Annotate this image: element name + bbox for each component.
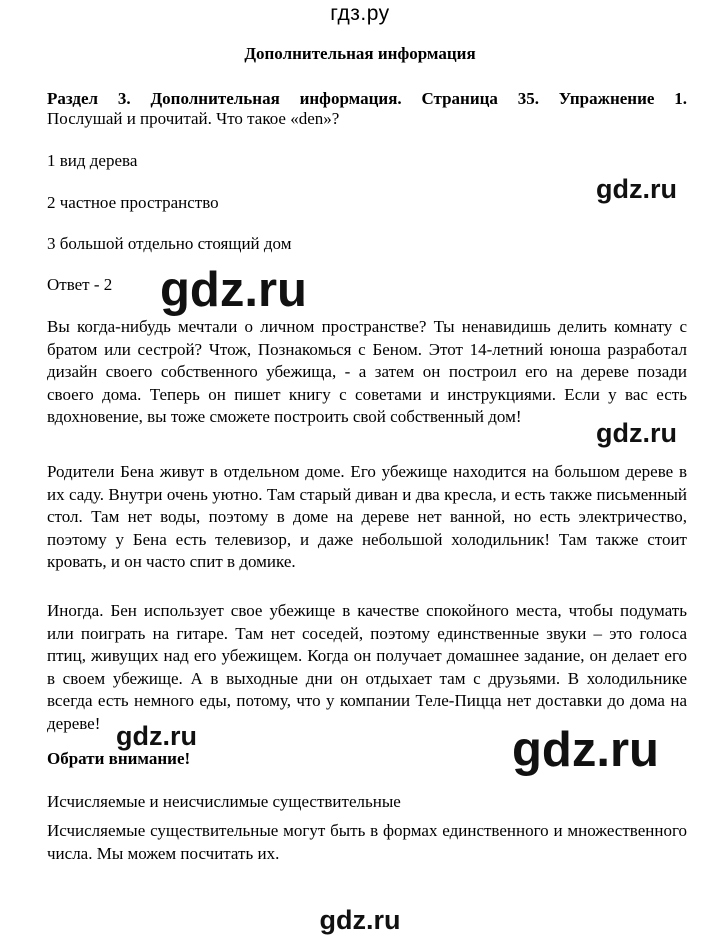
heading-word: 1.: [674, 89, 687, 108]
section-title: Дополнительная информация: [244, 44, 476, 63]
paragraph-2: Родители Бена живут в отдельном доме. Его убежище находится на большом дереве в их саду. Внутри очень уютно. Там старый диван и два кресла, и есть также письменный стол. Там нет воды, поэтому в доме на дереве нет ванной, но есть электричество, поэтому у Бена есть телевизор, и даже небольшой холодильник! Там также стоит кровать, и он часто спит в домике.: [47, 462, 687, 571]
heading-word: информация.: [299, 89, 402, 108]
heading-word: 35.: [517, 89, 539, 108]
heading-word: 3.: [117, 89, 131, 108]
heading-word: Раздел: [47, 89, 99, 108]
option-1: 1 вид дерева: [47, 151, 138, 170]
watermark: gdz.ru: [160, 263, 307, 317]
note-text: Исчисляемые существительные могут быть в формах единственного и множественного числа. Мы можем посчитать их.: [47, 821, 687, 863]
exercise-heading: [47, 88, 687, 110]
watermark: gdz.ru: [116, 721, 197, 751]
paragraph-1: Вы когда-нибудь мечтали о личном пространстве? Ты ненавидишь делить комнату с братом или сестрой? Чтож, Познакомься с Беном. Этот 14-летний юноша разработал дизайн своего собственного убежища, - а затем он построил его на дереве позади своего дома. Теперь он пишет книгу с советами и инструкциями. Если у вас есть вдохновение, вы тоже сможете построить свой собственный дом!: [47, 317, 687, 426]
heading-word: Дополнительная: [150, 89, 280, 108]
site-header: гдз.ру: [330, 2, 390, 25]
note-heading: Обрати внимание!: [47, 749, 191, 768]
heading-word: Страница: [421, 89, 498, 108]
watermark: gdz.ru: [319, 905, 401, 935]
option-3: 3 большой отдельно стоящий дом: [47, 234, 292, 253]
answer: Ответ - 2: [47, 275, 113, 294]
heading-word: Упражнение: [558, 89, 655, 108]
note-subheading: Исчисляемые и неисчислимые существительные: [47, 792, 401, 811]
paragraph-3: Иногда. Бен использует свое убежище в качестве спокойного места, чтобы подумать или поиграть на гитаре. Там нет соседей, поэтому единственные звуки – это голоса птиц, живущих над его убежищем. Когда он получает домашнее задание, он делает его в своем убежище. А в выходные дни он отдыхает там с друзьями. В холодильнике всегда есть немного еды, потому, что у компании Теле-Пицца нет доставки до дома на дереве!: [47, 601, 687, 733]
watermark: gdz.ru: [596, 174, 677, 204]
watermark: gdz.ru: [596, 418, 677, 448]
exercise-instruction: Послушай и прочитай. Что такое «den»?: [47, 109, 340, 128]
option-2: 2 частное пространство: [47, 193, 219, 212]
watermark: gdz.ru: [512, 723, 659, 777]
